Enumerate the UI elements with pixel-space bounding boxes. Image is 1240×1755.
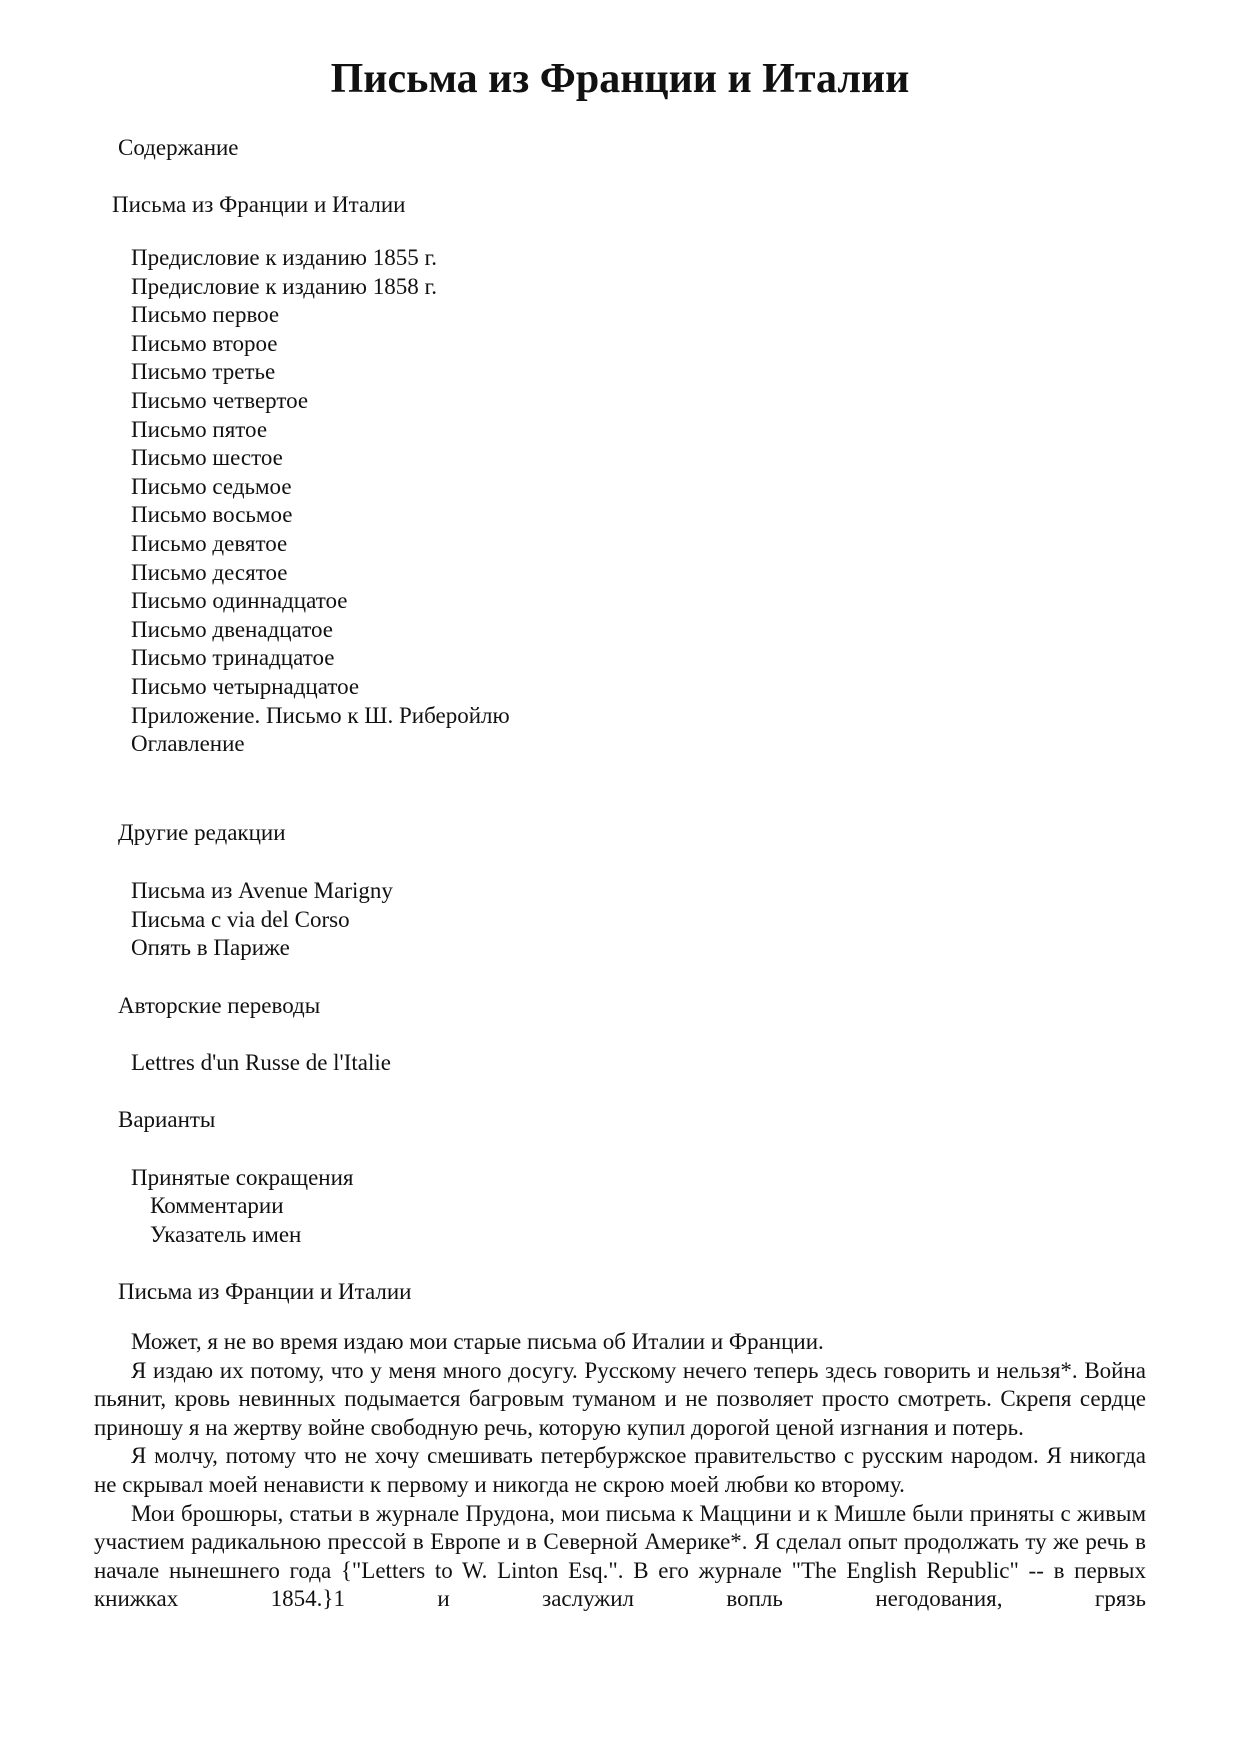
paragraph: Я молчу, потому что не хочу смешивать петербуржское правительство с русским народом. Я никогда не скрывал моей ненависти к первому и никогда не скрою моей любви ко второму. xyxy=(94,1443,1146,1497)
toc-item[interactable]: Письмо одиннадцатое xyxy=(131,588,348,614)
edition-item[interactable]: Письма из Avenue Marigny xyxy=(131,878,393,903)
toc-item[interactable]: Письмо шестое xyxy=(131,445,283,471)
variants-item[interactable]: Принятые сокращения xyxy=(131,1165,354,1190)
toc-item[interactable]: Оглавление xyxy=(131,731,245,757)
toc-item[interactable]: Письмо четвертое xyxy=(131,387,309,413)
toc-item[interactable]: Письмо двенадцатое xyxy=(131,616,333,642)
toc-item[interactable]: Предисловие к изданию 1858 г. xyxy=(131,273,438,299)
toc-item[interactable]: Письмо седьмое xyxy=(131,473,292,499)
toc-item[interactable]: Письмо первое xyxy=(131,302,280,328)
toc-item[interactable]: Письмо тринадцатое xyxy=(131,645,335,671)
edition-item[interactable]: Опять в Париже xyxy=(131,935,290,960)
book-heading-link[interactable]: Письма из Франции и Италии xyxy=(112,192,406,217)
toc-item[interactable]: Приложение. Письмо к Ш. Риберойлю xyxy=(131,702,510,728)
toc-item[interactable]: Письмо пятое xyxy=(131,416,268,442)
edition-item[interactable]: Письма с via del Corso xyxy=(131,907,350,932)
toc-item[interactable]: Письмо восьмое xyxy=(131,502,293,528)
page-title: Письма из Франции и Италии xyxy=(330,56,910,102)
toc-item[interactable]: Письмо четырнадцатое xyxy=(131,673,360,699)
toc-item[interactable]: Письмо десятое xyxy=(131,559,288,585)
paragraph: Я издаю их потому, что у меня много досугу. Русскому нечего теперь здесь говорить и нельзя*. Война пьянит, кровь невинных подымается багровым туманом и не позволяет просто смотреть. Скрепя сердце приношу я на жертву войне свободную речь, которую купил дорогой ценой изгнания и потерь. xyxy=(94,1357,1146,1440)
section-heading: Письма из Франции и Италии xyxy=(118,1279,412,1304)
body-text xyxy=(94,1328,1146,1614)
variants-subitem[interactable]: Комментарии xyxy=(150,1193,284,1218)
paragraph: Мои брошюры, статьи в журнале Прудона, мои письма к Маццини и к Мишле были приняты с живым участием радикальною прессой в Европе и в Северной Америке*. Я сделал опыт продолжать ту же речь в начале нынешнего года {"Letters to W. Linton Esq.". В его журнале "The English Republic" -- в первых книжках 1854.}1 и заслужил вопль негодования, грязь xyxy=(94,1500,1146,1612)
contents-label: Содержание xyxy=(118,135,239,160)
paragraph: Может, я не во время издаю мои старые письма об Италии и Франции. xyxy=(131,1329,824,1354)
toc-item[interactable]: Письмо второе xyxy=(131,330,278,356)
toc-item[interactable]: Письмо девятое xyxy=(131,530,288,556)
toc-list xyxy=(131,244,510,759)
variants-subitem[interactable]: Указатель имен xyxy=(150,1222,302,1247)
translations-label: Авторские переводы xyxy=(118,993,321,1018)
toc-item[interactable]: Предисловие к изданию 1855 г. xyxy=(131,245,438,270)
other-editions-label: Другие редакции xyxy=(118,820,286,845)
variants-label: Варианты xyxy=(118,1107,216,1132)
translation-item[interactable]: Lettres d'un Russe de l'Italie xyxy=(131,1050,391,1075)
toc-item[interactable]: Письмо третье xyxy=(131,359,276,385)
